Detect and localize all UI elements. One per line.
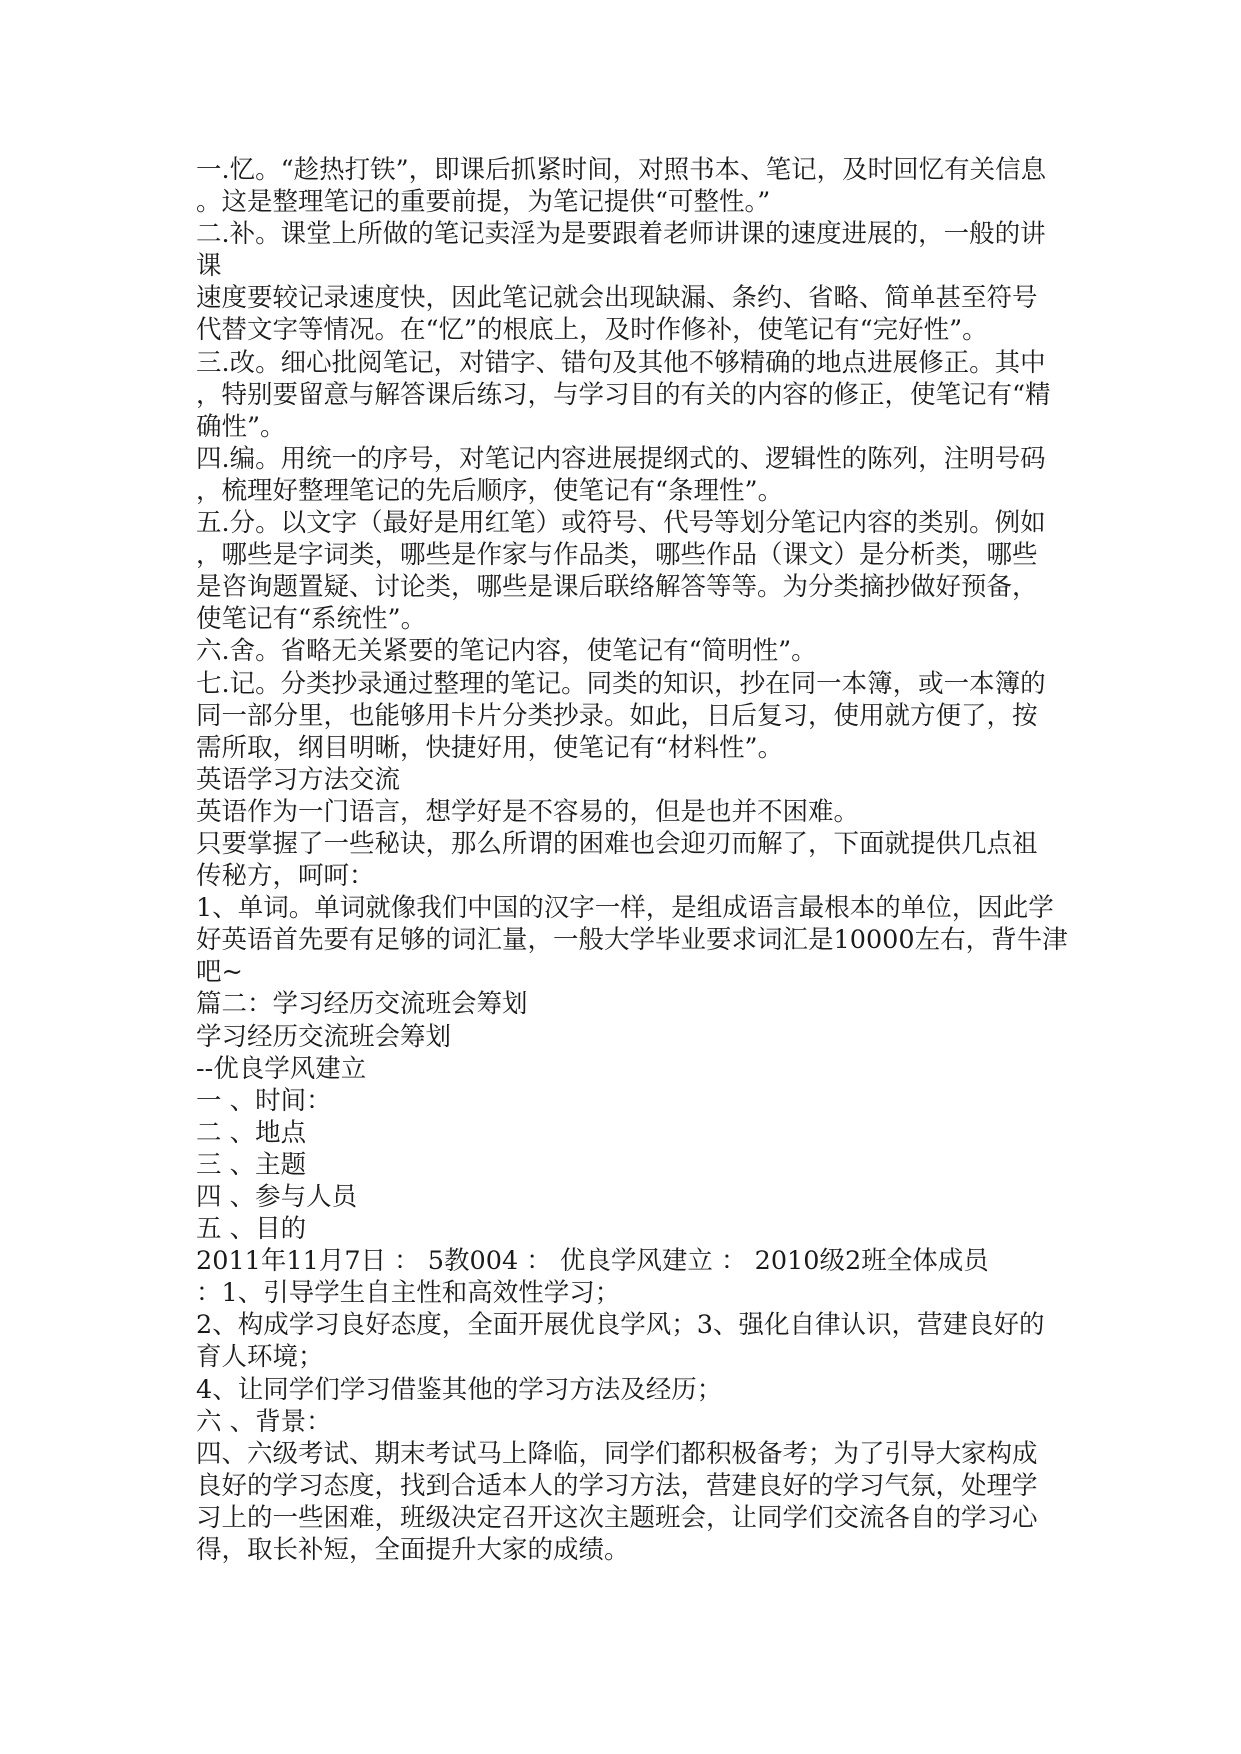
list-item: 一 、时间： (196, 1085, 332, 1116)
list-item: 五 、目的 (196, 1214, 307, 1245)
text-line: ，哪些是字词类，哪些是作家与作品类，哪些作品（课文）是分析类，哪些 (196, 540, 1038, 571)
text-line: 2011年11月7日 ： 5教004 ： 优良学风建立 ： 2010级2班全体成员 (196, 1246, 989, 1277)
text-line: 五.分。以文字（最好是用红笔）或符号、代号等划分笔记内容的类别。例如 (196, 508, 1046, 539)
text-line: 得，取长补短，全面提升大家的成绩。 (196, 1535, 630, 1566)
text-line: 四.编。用统一的序号，对笔记内容进展提纲式的、逻辑性的陈列，注明号码 (196, 443, 1046, 474)
text-line: 七.记。分类抄录通过整理的笔记。同类的知识，抄在同一本簿，或一本簿的 (196, 668, 1046, 699)
text-line: ，梳理好整理笔记的先后顺序，使笔记有“条理性”。 (196, 475, 784, 506)
text-line: 二.补。课堂上所做的笔记卖淫为是要跟着老师讲课的速度进展的，一般的讲 (196, 219, 1046, 250)
section-heading: 英语学习方法交流 (196, 764, 401, 795)
section-subheading: --优良学风建立 (196, 1053, 367, 1084)
text-line: 代替文字等情况。在“忆”的根底上，及时作修补，使笔记有“完好性”。 (196, 315, 988, 346)
text-line: 一.忆。“趁热打铁”，即课后抓紧时间，对照书本、笔记，及时回忆有关信息 (196, 155, 1047, 185)
list-item: 六 、背景： (196, 1406, 332, 1437)
text-line: ，特别要留意与解答课后练习，与学习目的有关的内容的修正，使笔记有“精 (196, 379, 1051, 410)
section-heading: 篇二：学习经历交流班会筹划 (196, 989, 528, 1020)
text-line: 使笔记有“系统性”。 (196, 604, 427, 635)
text-line: 速度要较记录速度快，因此笔记就会出现缺漏、条约、省略、简单甚至符号 (196, 283, 1038, 314)
text-line: 是咨询题置疑、讨论类，哪些是课后联络解答等等。为分类摘抄做好预备， (196, 572, 1038, 603)
text-line: 四、六级考试、期末考试马上降临，同学们都积极备考；为了引导大家构成 (196, 1438, 1038, 1469)
text-line: 习上的一些困难，班级决定召开这次主题班会，让同学们交流各自的学习心 (196, 1502, 1038, 1533)
text-line: 。这是整理笔记的重要前提，为笔记提供“可整性。” (196, 187, 771, 218)
text-line: ：1、引导学生自主性和高效性学习； (196, 1278, 621, 1309)
text-line: 好英语首先要有足够的词汇量，一般大学毕业要求词汇是10000左右，背牛津 (196, 925, 1068, 956)
text-line: 课 (196, 251, 222, 282)
text-line: 1、单词。单词就像我们中国的汉字一样，是组成语言最根本的单位，因此学 (196, 893, 1054, 924)
text-line: 六.舍。省略无关紧要的笔记内容，使笔记有“简明性”。 (196, 636, 817, 667)
text-line: 4、让同学们学习借鉴其他的学习方法及经历； (196, 1374, 723, 1405)
text-line: 2、构成学习良好态度，全面开展优良学风；3、强化自律认识，营建良好的 (196, 1310, 1045, 1341)
text-line: 英语作为一门语言，想学好是不容易的，但是也并不困难。 (196, 796, 860, 827)
text-line: 只要掌握了一些秘诀，那么所谓的困难也会迎刃而解了，下面就提供几点祖 (196, 828, 1038, 859)
text-line: 育人环境； (196, 1342, 324, 1373)
text-line: 确性”。 (196, 411, 286, 442)
list-item: 四 、参与人员 (196, 1182, 358, 1212)
text-line: 吧~ (196, 957, 243, 988)
section-heading: 学习经历交流班会筹划 (196, 1021, 452, 1052)
list-item: 三 、主题 (196, 1149, 307, 1180)
text-line: 良好的学习态度，找到合适本人的学习方法，营建良好的学习气氛，处理学 (196, 1470, 1038, 1501)
text-line: 三.改。细心批阅笔记，对错字、错句及其他不够精确的地点进展修正。其中 (196, 347, 1046, 378)
text-line: 同一部分里，也能够用卡片分类抄录。如此，日后复习，使用就方便了，按 (196, 700, 1038, 731)
text-line: 传秘方，呵呵： (196, 861, 375, 892)
document-body (196, 154, 1068, 1566)
text-line: 需所取，纲目明晰，快捷好用，使笔记有“材料性”。 (196, 732, 784, 763)
list-item: 二 、地点 (196, 1117, 307, 1148)
